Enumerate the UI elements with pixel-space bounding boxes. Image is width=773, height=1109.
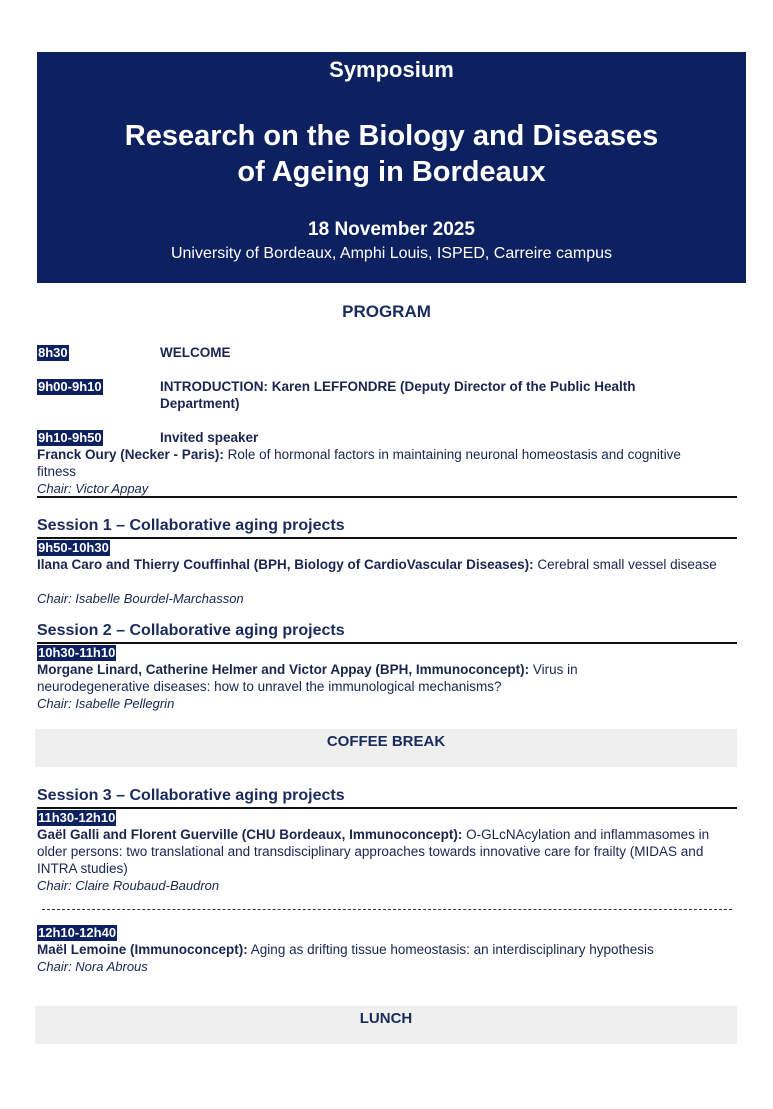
talk-speaker: Ilana Caro and Thierry Couffinhal (BPH, Biology of CardioVascular Diseases): <box>37 557 534 572</box>
banner-title-line1: Research on the Biology and Diseases <box>124 120 659 152</box>
banner-title-line2: of Ageing in Bordeaux <box>237 156 546 188</box>
session-2-time-row <box>37 644 116 662</box>
session-2-chair: Chair: Isabelle Pellegrin <box>37 696 175 711</box>
session-3-talk-2 <box>37 941 737 958</box>
talk-speaker: Maël Lemoine (Immunoconcept): <box>37 942 248 957</box>
time-badge: 10h30-11h10 <box>38 645 116 660</box>
session-3-time-row-2 <box>37 924 117 942</box>
divider <box>37 807 737 809</box>
invited-time-row <box>37 429 103 447</box>
time-badge: 8h30 <box>38 345 68 360</box>
divider <box>37 642 737 644</box>
intro-row <box>37 378 103 396</box>
session-1-time-row <box>37 539 110 557</box>
lunch-banner <box>35 1006 737 1044</box>
talk-title: Role of hormonal factors in maintaining neuronal homeostasis and cognitive fitness <box>37 447 681 479</box>
talk-title: Cerebral small vessel disease <box>537 557 717 572</box>
symposium-banner <box>37 52 746 283</box>
session-1-chair: Chair: Isabelle Bourdel-Marchasson <box>37 591 244 606</box>
talk-speaker: Franck Oury (Necker - Paris): <box>37 447 224 462</box>
session-3-chair-1: Chair: Claire Roubaud-Baudron <box>37 878 220 893</box>
talk-title: Virus in neurodegenerative diseases: how to unravel the immunological mechanisms? <box>37 662 578 694</box>
time-badge: 9h10-9h50 <box>38 430 102 445</box>
banner-title <box>37 118 746 190</box>
talk-speaker: Morgane Linard, Catherine Helmer and Victor Appay (BPH, Immunoconcept): <box>37 662 530 677</box>
divider <box>37 537 737 539</box>
session-3-time-row-1 <box>37 809 116 827</box>
session-2-talk <box>37 661 637 695</box>
talk-title: Aging as drifting tissue homeostasis: an interdisciplinary hypothesis <box>250 942 654 957</box>
time-badge: 12h10-12h40 <box>38 925 117 940</box>
session-2-heading: Session 2 – Collaborative aging projects <box>37 622 345 639</box>
coffee-break-label: COFFEE BREAK <box>326 733 446 750</box>
dashed-divider <box>42 909 732 910</box>
session-1-heading: Session 1 – Collaborative aging projects <box>37 517 345 534</box>
divider <box>37 496 737 498</box>
session-3-talk-1 <box>37 826 717 877</box>
coffee-break-banner <box>35 729 737 767</box>
session-1-talk <box>37 556 737 573</box>
talk-speaker: Gaël Galli and Florent Guerville (CHU Bordeaux, Immunoconcept): <box>37 827 463 842</box>
time-badge: 9h00-9h10 <box>38 379 102 394</box>
invited-talk <box>37 446 687 480</box>
time-badge: 11h30-12h10 <box>38 810 116 825</box>
session-3-chair-2: Chair: Nora Abrous <box>37 959 148 974</box>
invited-chair: Chair: Victor Appay <box>37 481 149 496</box>
welcome-label: WELCOME <box>160 345 231 360</box>
talk-title: O-GLcNAcylation and inflammasomes in older persons: two translational and transdisciplinary approaches towards innovative care for frailty (MIDAS and INTRA studies) <box>37 827 710 876</box>
welcome-row <box>37 344 69 362</box>
intro-label-line2: Department) <box>160 396 240 411</box>
intro-label-line1: INTRODUCTION: Karen LEFFONDRE (Deputy Director of the Public Health <box>160 379 636 394</box>
lunch-label: LUNCH <box>359 1010 413 1027</box>
banner-date: 18 November 2025 <box>308 219 475 240</box>
banner-kicker: Symposium <box>329 57 454 82</box>
session-3-heading: Session 3 – Collaborative aging projects <box>37 787 345 804</box>
time-badge: 9h50-10h30 <box>38 540 109 555</box>
invited-label: Invited speaker <box>160 430 259 445</box>
banner-venue: University of Bordeaux, Amphi Louis, ISPED, Carreire campus <box>170 245 613 262</box>
intro-label <box>160 378 720 412</box>
program-heading: PROGRAM <box>342 302 431 321</box>
